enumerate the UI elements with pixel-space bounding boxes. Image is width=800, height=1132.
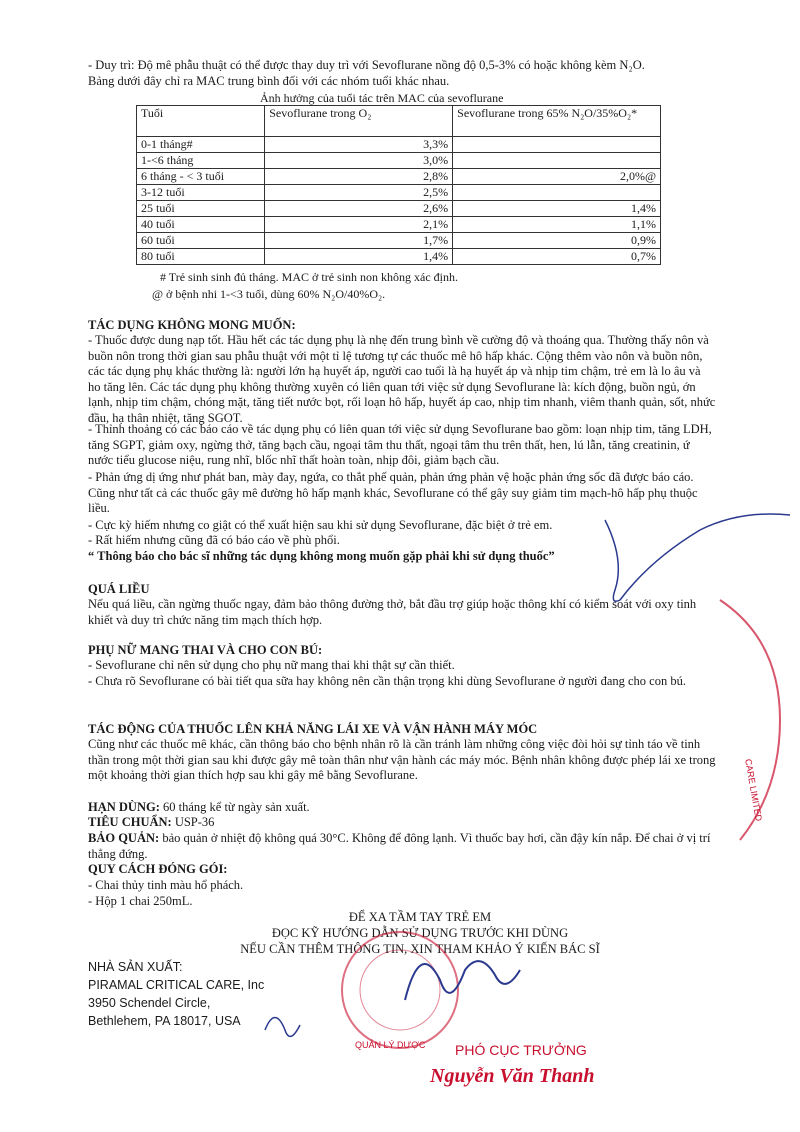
right-margin-signature (605, 514, 790, 601)
side-effects-p3: - Phản ứng dị ứng như phát ban, mày đay, ngứa, co thắt phế quản, phản ứng phản vệ hoặc phản ứng sốc đã được báo cáo. Cũng như tất cả các thuốc gây mê đường hô hấp mạnh khác, Sevoflurane có thể gây suy giảm tim mạch-hô hấp phụ thuộc liều. (88, 470, 698, 515)
table-note-2: @ ở bệnh nhi 1-<3 tuổi, dùng 60% N₂O/40%O₂. (152, 287, 386, 301)
cell-n2o: 2,0%@ (453, 169, 661, 185)
cell-o2: 1,4% (265, 249, 453, 265)
expiry-text: 60 tháng kể từ ngày sản xuất. (159, 800, 310, 814)
driving-heading: TÁC ĐỘNG CỦA THUỐC LÊN KHẢ NĂNG LÁI XE VÀ VẬN HÀNH MÁY MÓC (88, 722, 538, 736)
table-note-1: # Trẻ sinh sinh đủ tháng. MAC ở trẻ sinh non không xác định. (160, 270, 459, 284)
cell-n2o: 1,4% (453, 201, 661, 217)
side-effects-p4: - Cực kỳ hiếm nhưng co giật có thể xuất hiện sau khi sử dụng Sevoflurane, đặc biệt ở trẻ em. (88, 518, 553, 532)
pack-line-1: - Chai thủy tinh màu hổ phách. (88, 878, 244, 892)
table-intro-text: Bảng dưới đây chỉ ra MAC trung bình đối với các nhóm tuổi khác nhau. (88, 74, 450, 88)
expiry-label: HẠN DÙNG: (88, 800, 160, 814)
warning-line-3: NẾU CẦN THÊM THÔNG TIN, XIN THAM KHẢO Ý KIẾN BÁC SĨ (240, 942, 600, 956)
cell-o2: 2,5% (265, 185, 453, 201)
cell-age: 25 tuổi (137, 201, 265, 217)
pregnancy-p2: - Chưa rõ Sevoflurane có bài tiết qua sữa hay không nên cần thận trọng khi dùng Sevoflurane ở người đang cho con bú. (88, 674, 686, 688)
standard-label: TIÊU CHUẨN: (88, 815, 172, 829)
driving-text: Cũng như các thuốc mê khác, cần thông báo cho bệnh nhân rõ là cần tránh làm những công việc đòi hỏi sự tỉnh táo về tinh thần trong một thời gian sau khi được gây mê toàn thân như vận hành các máy móc. Bệnh nhân không được phép lái xe trong một khoảng thời gian thích hợp sau khi gây mê bằng Sevoflurane. (88, 737, 716, 782)
cell-n2o: 0,9% (453, 233, 661, 249)
red-stamp-circle (342, 932, 458, 1048)
stamp-bottom-text: QUẢN LÝ DƯỢC (355, 1040, 426, 1050)
cell-age: 6 tháng - < 3 tuổi (137, 169, 265, 185)
stamp-side-text: CARE LIMITED (743, 758, 764, 822)
side-effects-notice: “ Thông báo cho bác sĩ những tác dụng không mong muốn gặp phải khi sử dụng thuốc” (88, 549, 555, 563)
overdose-heading: QUÁ LIỀU (88, 582, 150, 596)
side-effects-p5: - Rất hiếm nhưng cũng đã có báo cáo về phù phổi. (88, 533, 340, 547)
pack-heading: QUY CÁCH ĐÓNG GÓI: (88, 862, 228, 876)
cell-o2: 3,3% (265, 137, 453, 153)
standard-text: USP-36 (171, 815, 215, 829)
warning-line-2: ĐỌC KỸ HƯỚNG DẪN SỬ DỤNG TRƯỚC KHI DÙNG (271, 926, 569, 940)
cell-age: 80 tuổi (137, 249, 265, 265)
overdose-text: Nếu quá liều, cần ngừng thuốc ngay, đảm bảo thông đường thở, bắt đầu trợ giúp hoặc thông khí có kiểm soát với oxy tinh khiết và duy trì chức năng tim mạch thích hợp. (88, 597, 697, 627)
pregnancy-p1: - Sevoflurane chỉ nên sử dụng cho phụ nữ mang thai khi thật sự cần thiết. (88, 658, 455, 672)
side-effects-p1: - Thuốc được dung nạp tốt. Hầu hết các tác dụng phụ là nhẹ đến trung bình về cường độ và thoáng qua. Thường thấy nôn và buồn nôn trong thời gian sau phẫu thuật với một tỉ lệ tương tự các thuốc mê hô hấp khác. Cộng thêm vào nôn và buồn nôn, các tác dụng phụ khác thường là: người lớn hạ huyết áp, người cao tuổi là hạ huyết áp và nhịp tim chậm, trẻ em là lo âu và ho tăng lên. Các tác dụng phụ không thường xuyên có liên quan tới việc sử dụng Sevoflurane là: kích động, buồn ngủ, ớn lạnh, nhịp tim chậm, chóng mặt, tăng tiết nước bọt, rối loạn hô hấp, huyết áp cao, nhịp tim nhanh, viêm thanh quản, sốt, nhức đầu, hạ thân nhiệt, tăng SGOT. (88, 333, 716, 425)
manufacturer-label: NHÀ SẢN XUẤT: (88, 960, 183, 974)
deputy-name: Nguyễn Văn Thanh (430, 1065, 595, 1087)
cell-age: 60 tuổi (137, 233, 265, 249)
cell-o2: 3,0% (265, 153, 453, 169)
storage-text: bảo quản ở nhiệt độ không quá 30°C. Không để đông lạnh. Vì thuốc bay hơi, cần đậy kín nắp. Để chai ở vị trí thẳng đứng. (88, 831, 711, 861)
side-effects-heading: TÁC DỤNG KHÔNG MONG MUỐN: (88, 318, 296, 332)
header-o2: Sevoflurane trong O₂ (265, 106, 453, 137)
maintenance-text: - Duy trì: Độ mê phẫu thuật có thể được thay duy trì với Sevoflurane nồng độ 0,5-3% có hoặc không kèm N₂O. (88, 58, 645, 72)
manufacturer-street: 3950 Schendel Circle, (88, 996, 211, 1010)
pregnancy-heading: PHỤ NỮ MANG THAI VÀ CHO CON BÚ: (88, 643, 323, 657)
header-age: Tuổi (137, 106, 265, 137)
cell-o2: 2,6% (265, 201, 453, 217)
cell-o2: 1,7% (265, 233, 453, 249)
cell-o2: 2,1% (265, 217, 453, 233)
deputy-title: PHÓ CỤC TRƯỞNG (455, 1042, 587, 1058)
manufacturer-name: PIRAMAL CRITICAL CARE, Inc (88, 978, 265, 992)
manufacturer-city: Bethlehem, PA 18017, USA (88, 1014, 241, 1028)
director-signature (405, 961, 520, 1000)
side-effects-p2: - Thỉnh thoảng có các báo cáo về tác dụng phụ có liên quan tới việc sử dụng Sevoflurane bao gồm: loạn nhịp tim, tăng LDH, tăng SGPT, giảm oxy, ngừng thở, tăng bạch cầu, ngoại tâm thu thất, ngoại tâm thu trên thất, hen, lú lẫn, tăng creatinin, ứ nước tiểu glucose niệu, rung nhĩ, blốc nhĩ thất hoàn toàn, nhịp đôi, giảm bạch cầu. (88, 422, 712, 467)
cell-age: 3-12 tuổi (137, 185, 265, 201)
cell-n2o: 0,7% (453, 249, 661, 265)
cell-age: 1-<6 tháng (137, 153, 265, 169)
cell-n2o: 1,1% (453, 217, 661, 233)
cell-age: 40 tuổi (137, 217, 265, 233)
table-caption: Ảnh hưởng của tuổi tác trên MAC của sevoflurane (260, 91, 504, 105)
cell-o2: 2,8% (265, 169, 453, 185)
pack-line-2: - Hộp 1 chai 250mL. (88, 894, 193, 908)
warning-line-1: ĐỂ XA TẦM TAY TRẺ EM (348, 910, 492, 924)
header-n2o: Sevoflurane trong 65% N₂O/35%O₂* (453, 106, 661, 137)
storage-label: BẢO QUẢN: (88, 831, 160, 845)
cell-age: 0-1 tháng# (137, 137, 265, 153)
small-signature (265, 1018, 300, 1037)
